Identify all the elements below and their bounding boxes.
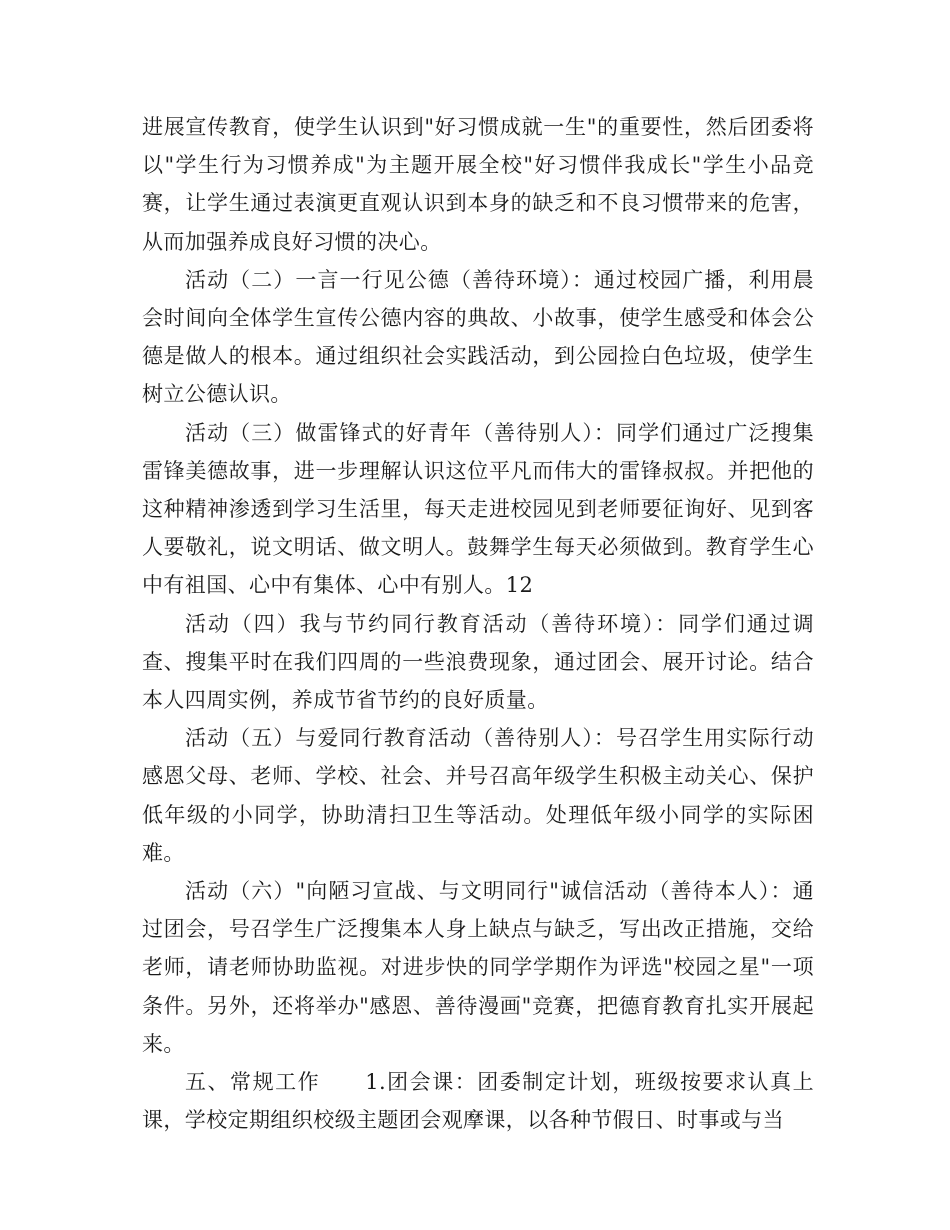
paragraph-routine-work: 五、常规工作 1.团会课：团委制定计划，班级按要求认真上课，学校定期组织校级主题团会观摩课，以各种节假日、时事或与当 — [142, 1070, 814, 1133]
paragraph-intro: 进展宣传教育，使学生认识到"好习惯成就一生"的重要性，然后团委将以"学生行为习惯养成"为主题开展全校"好习惯伴我成长"学生小品竞赛，让学生通过表演更直观认识到本身的缺乏和不良习惯带来的危害，从而加强养成良好习惯的决心。 — [142, 115, 814, 254]
paragraph-activity-5: 活动（五）与爱同行教育活动（善待别人）：号召学生用实际行动感恩父母、老师、学校、社会、并号召高年级学生积极主动关心、保护低年级的小同学，协助清扫卫生等活动。处理低年级小同学的实际困难。 — [142, 726, 814, 865]
paragraph-activity-3: 活动（三）做雷锋式的好青年（善待别人）：同学们通过广泛搜集雷锋美德故事，进一步理解认识这位平凡而伟大的雷锋叔叔。并把他的这种精神渗透到学习生活里，每天走进校园见到老师要征询好、见到客人要敬礼，说文明话、做文明人。鼓舞学生每天必须做到。教育学生心中有祖国、心中有集体、心中有别人。12 — [142, 420, 814, 598]
paragraph-activity-6: 活动（六）"向陋习宣战、与文明同行"诚信活动（善待本人）：通过团会，号召学生广泛搜集本人身上缺点与缺乏，写出改正措施，交给老师，请老师协助监视。对进步快的同学学期作为评选"校园之星"一项条件。另外，还将举办"感恩、善待漫画"竞赛，把德育教育扎实开展起来。 — [142, 879, 814, 1056]
document-page — [142, 108, 814, 1139]
paragraph-activity-4: 活动（四）我与节约同行教育活动（善待环境）：同学们通过调查、搜集平时在我们四周的一些浪费现象，通过团会、展开讨论。结合本人四周实例，养成节省节约的良好质量。 — [142, 611, 814, 713]
paragraph-activity-2: 活动（二）一言一行见公德（善待环境）：通过校园广播，利用晨会时间向全体学生宣传公德内容的典故、小故事，使学生感受和体会公德是做人的根本。通过组织社会实践活动，到公园捡白色垃圾，使学生树立公德认识。 — [142, 267, 814, 407]
